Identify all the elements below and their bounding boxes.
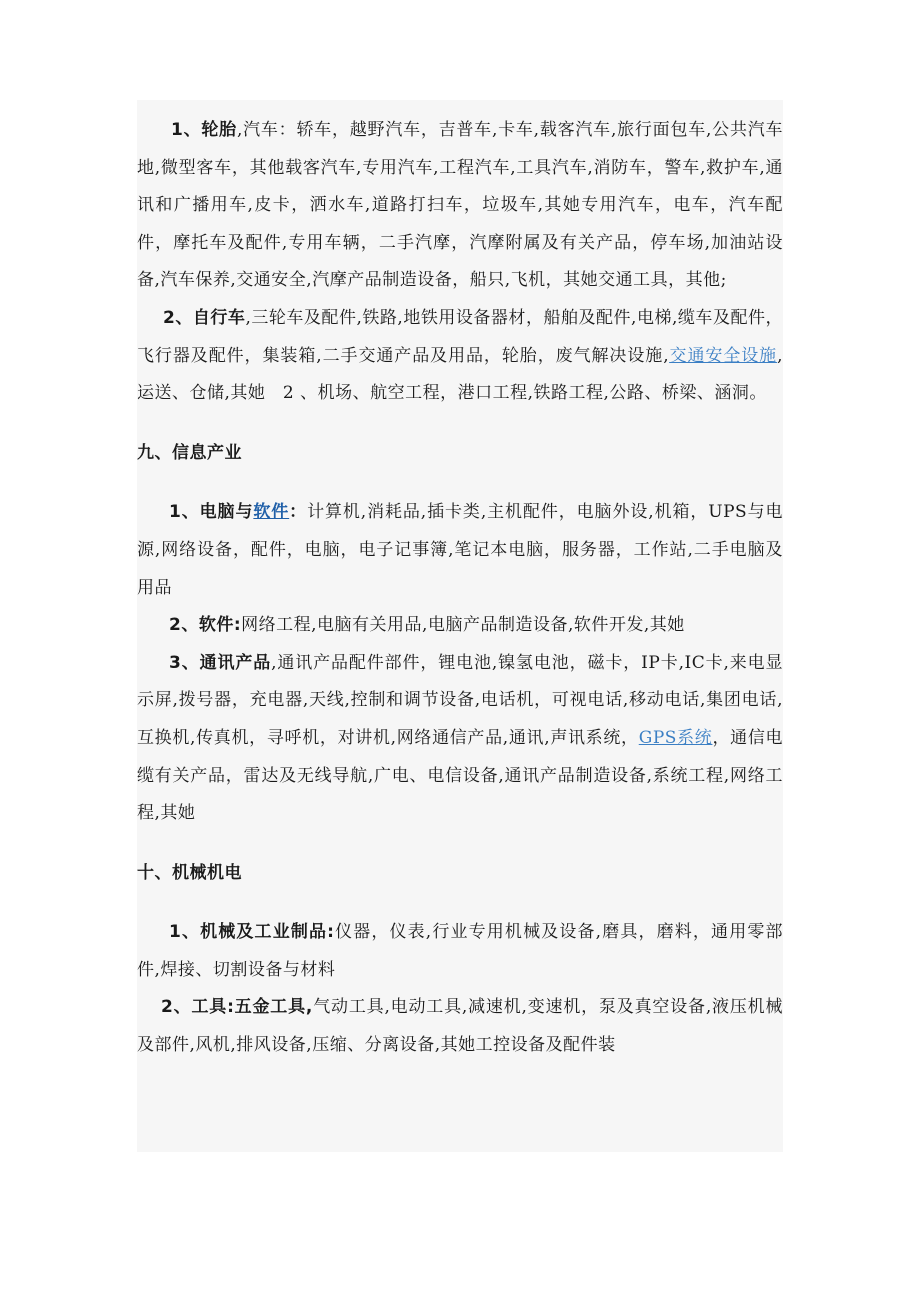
item-number: 3、	[169, 652, 200, 673]
item-text: 气动工具,电动工具,减速机,变速机，泵及真空设备,液压机械及部件,风机,排风设备,压缩、分离设备,其她工控设备及配件装	[137, 997, 783, 1056]
item-number: 2、	[163, 307, 193, 328]
item-text: 网络工程,电脑有关用品,电脑产品制造设备,软件开发,其她	[241, 615, 685, 636]
item-title: 软件:	[198, 615, 242, 636]
item-title: 轮胎	[201, 120, 237, 140]
item-text: ，通信电缆有关产品，雷达及无线导航,广电、电信设备,通讯产品制造设备,系统工程,网络工程,其她	[137, 727, 783, 824]
info-item-2	[137, 607, 783, 645]
item-text: 计算机,消耗品,插卡类,主机配件，电脑外设,机箱，UPS与电源,网络设备，配件，电脑，电子记事簿,笔记本电脑，服务器，工作站,二手电脑及用品	[137, 502, 784, 598]
item-title: 机械及工业制品:	[200, 922, 335, 943]
software-link[interactable]: 软件	[253, 502, 290, 523]
item-text: 仪器，仪表,行业专用机械及设备,磨具，磨料，通用零部件,焊接、切割设备与材料	[137, 922, 783, 980]
item-title: 电脑与	[199, 502, 254, 523]
item-number: 2、	[169, 615, 199, 636]
item-title: 自行车	[192, 307, 246, 328]
gps-system-link[interactable]: GPS系统	[638, 727, 713, 748]
item-title: 通讯产品	[199, 652, 272, 673]
document-body	[137, 112, 783, 1065]
info-item-1	[137, 494, 783, 607]
item-number: 1、	[171, 120, 202, 140]
mech-item-2	[137, 989, 783, 1064]
item-number: 1、	[169, 922, 201, 943]
item-number: 2、	[161, 997, 192, 1018]
transport-item-2	[137, 300, 783, 413]
traffic-safety-facilities-link[interactable]: 交通安全设施	[669, 345, 778, 366]
item-title: 工具:五金工具,	[191, 997, 313, 1018]
item-colon: ：	[289, 502, 308, 523]
item-text: ,通讯产品配件部件，锂电池,镍氢电池，磁卡，IP卡,IC卡,来电显示屏,拨号器，充电器,天线,控制和调节设备,电话机，可视电话,移动电话,集团电话,互换机,传真机，寻呼机，对讲机,网络通信产品,通讯,声讯系统，	[137, 652, 784, 748]
item-text: ,运送、仓储,其她 2 、机场、航空工程，港口工程,铁路工程,公路、桥梁、涵洞。	[137, 345, 784, 404]
section-heading-machinery: 十、机械机电	[137, 862, 242, 883]
item-number: 1、	[169, 502, 200, 523]
mech-item-1	[137, 914, 783, 989]
item-text: ,三轮车及配件,铁路,地铁用设备器材，船舶及配件,电梯,缆车及配件，飞行器及配件，集装箱,二手交通产品及用品，轮胎，废气解决设施,	[137, 307, 783, 366]
transport-item-1	[137, 112, 783, 300]
info-item-3	[137, 645, 783, 833]
section-heading-info-industry: 九、信息产业	[137, 442, 242, 463]
item-text: ,汽车：轿车，越野汽车，吉普车,卡车,载客汽车,旅行面包车,公共汽车地,微型客车，其他载客汽车,专用汽车,工程汽车,工具汽车,消防车，警车,救护车,通讯和广播用车,皮卡，洒水车,道路打扫车，垃圾车,其她专用汽车，电车，汽车配件，摩托车及配件,专用车辆，二手汽摩，汽摩附属及有关产品，停车场,加油站设备,汽车保养,交通安全,汽摩产品制造设备，船只,飞机，其她交通工具，其他;	[137, 120, 784, 291]
